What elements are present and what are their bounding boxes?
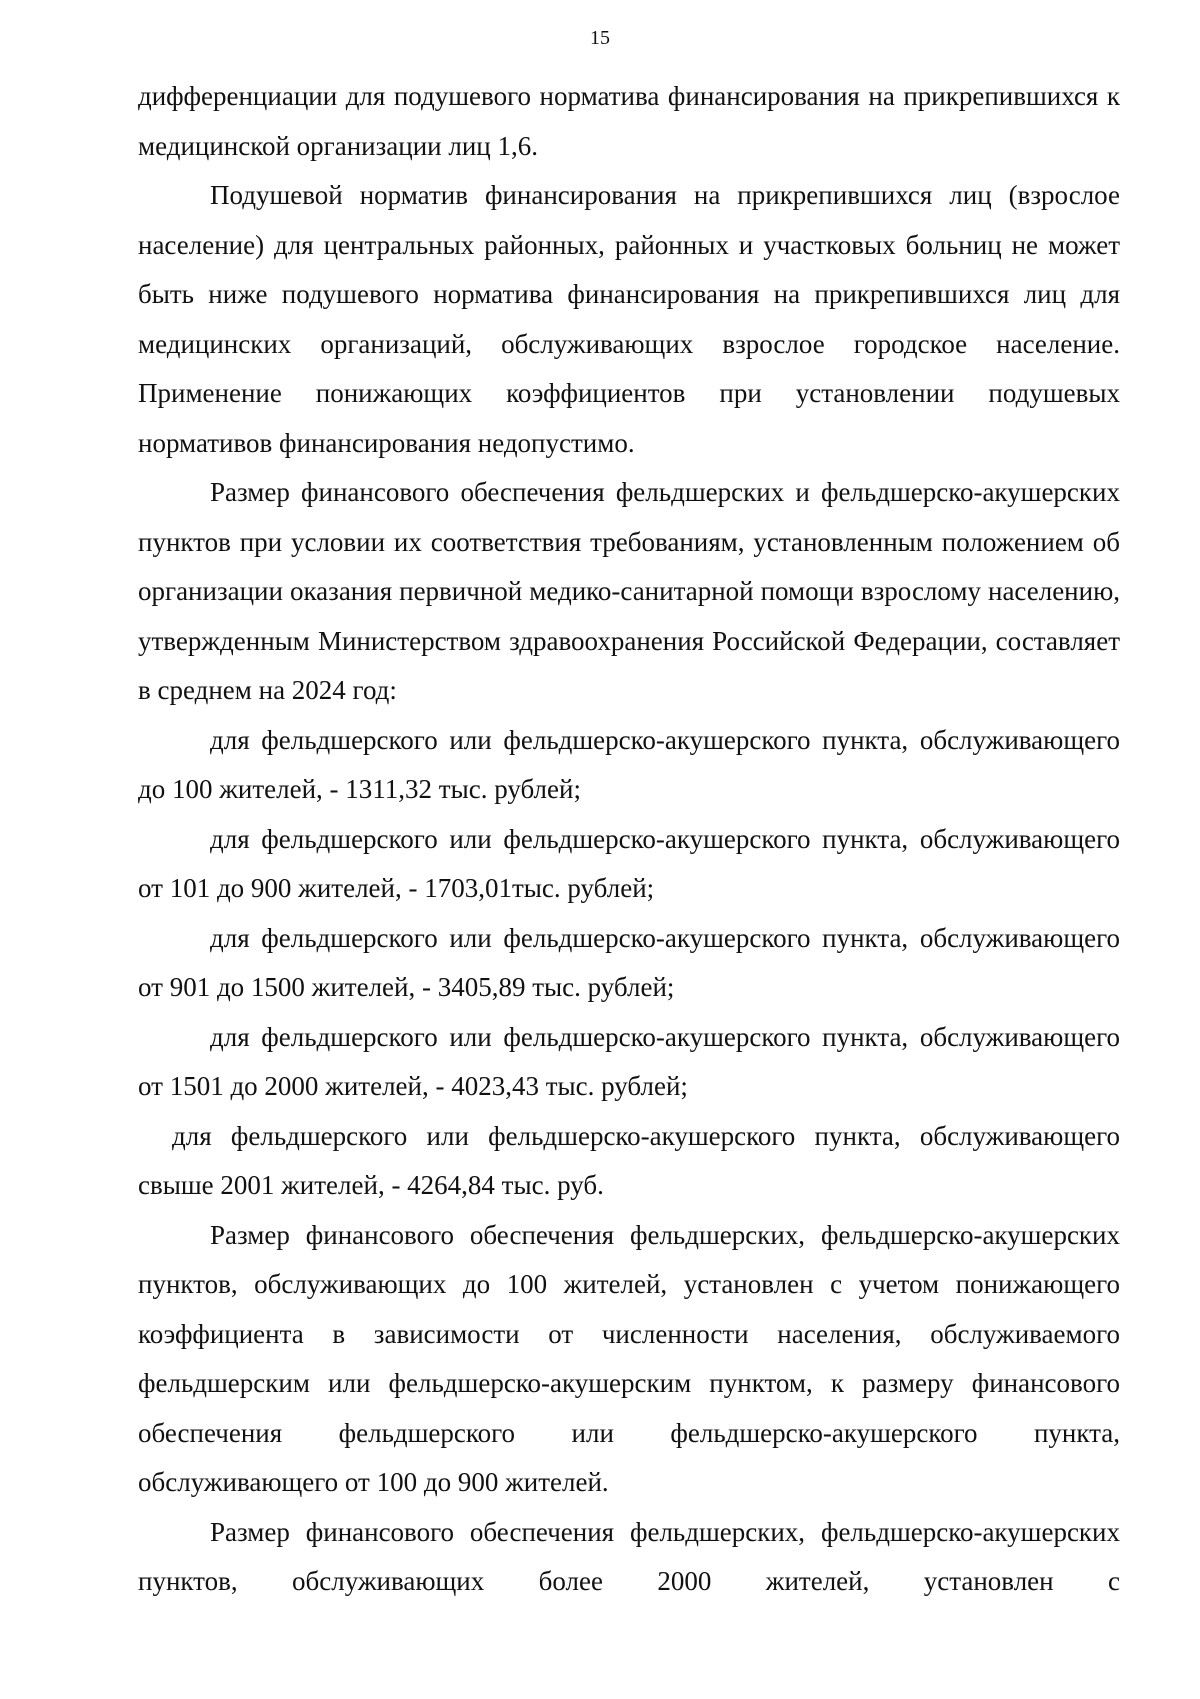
paragraph: Размер финансового обеспечения фельдшерских, фельдшерско-акушерских пунктов, обслуживающих до 100 жителей, установлен с учетом понижающего коэффициента в зависимости от численности населения, обслуживаемого фельдшерским или фельдшерско-акушерским пунктом, к размеру финансового обеспечения фельдшерского или фельдшерско-акушерского пункта, обслуживающего от 100 до 900 жителей. xyxy=(138,1219,1120,1497)
page-number: 15 xyxy=(590,27,610,49)
paragraph: Подушевой норматив финансирования на прикрепившихся лиц (взрослое население) для центральных районных, районных и участковых больниц не может быть ниже подушевого норматива финансирования на прикрепившихся лиц для медицинских организаций, обслуживающих взрослое городское население. Применение понижающих коэффициентов при установлении подушевых нормативов финансирования недопустимо. xyxy=(138,180,1120,458)
list-paragraph: для фельдшерского или фельдшерско-акушерского пункта, обслуживающего до 100 жителей, - 1311,32 тыс. рублей; xyxy=(138,724,1120,804)
paragraph: дифференциации для подушевого норматива финансирования на прикрепившихся к медицинской организации лиц 1,6. xyxy=(138,81,1120,161)
list-paragraph: для фельдшерского или фельдшерско-акушерского пункта, обслуживающего от 101 до 900 жителей, - 1703,01тыс. рублей; xyxy=(138,823,1120,903)
paragraph: Размер финансового обеспечения фельдшерских и фельдшерско-акушерских пунктов при условии их соответствия требованиям, установленным положением об организации оказания первичной медико-санитарной помощи взрослому населению, утвержденным Министерством здравоохранения Российской Федерации, составляет в среднем на 2024 год: xyxy=(138,477,1120,705)
document-body xyxy=(138,72,1120,1607)
list-paragraph: для фельдшерского или фельдшерско-акушерского пункта, обслуживающего от 901 до 1500 жителей, - 3405,89 тыс. рублей; xyxy=(138,922,1120,1002)
list-paragraph: для фельдшерского или фельдшерско-акушерского пункта, обслуживающего свыше 2001 жителей, - 4264,84 тыс. руб. xyxy=(138,1120,1120,1200)
paragraph: Размер финансового обеспечения фельдшерских, фельдшерско-акушерских пунктов, обслуживающих более 2000 жителей, установлен с xyxy=(138,1516,1120,1596)
list-paragraph: для фельдшерского или фельдшерско-акушерского пункта, обслуживающего от 1501 до 2000 жителей, - 4023,43 тыс. рублей; xyxy=(138,1021,1120,1101)
